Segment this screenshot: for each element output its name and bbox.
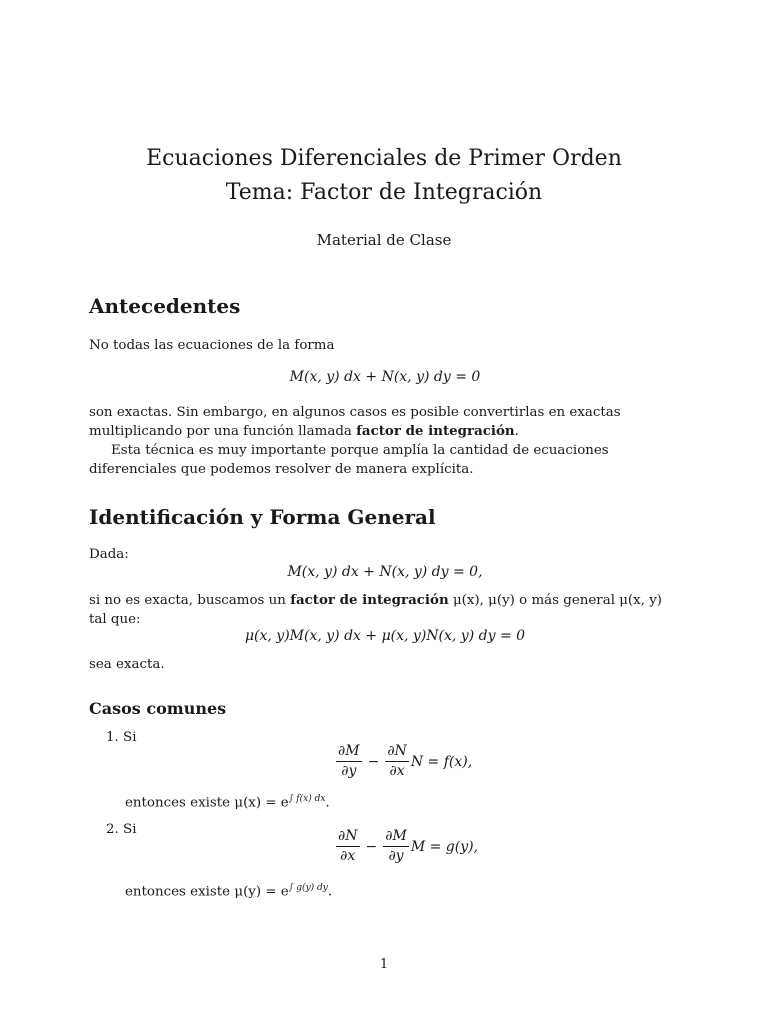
case-2-result-end: . xyxy=(327,884,333,900)
case-2-fraction-2 xyxy=(383,828,409,865)
document-title xyxy=(0,142,768,210)
section1-paragraph xyxy=(89,403,681,479)
case-1-equation xyxy=(334,740,472,780)
section1-intro: No todas las ecuaciones de la forma xyxy=(89,338,335,353)
section2-equation1: M(x, y) dx + N(x, y) dy = 0, xyxy=(287,564,483,580)
subsection-heading-casos: Casos comunes xyxy=(89,699,227,718)
case-1-label xyxy=(106,730,137,745)
case-2-frac2-den: ∂y xyxy=(388,848,404,864)
case-2-result-text: entonces existe μ(y) = e xyxy=(125,884,289,900)
section2-dada: Dada: xyxy=(89,547,129,562)
section-heading-identificacion: Identificación y Forma General xyxy=(89,505,436,529)
case-2-result xyxy=(125,879,685,901)
case-1-frac2-num: ∂N xyxy=(385,743,409,762)
case-1-fraction-2 xyxy=(385,743,409,780)
section2-bold-term: factor de integración xyxy=(290,592,449,608)
case-1-exponent: ∫ f(x) dx xyxy=(288,794,326,804)
section-heading-antecedentes: Antecedentes xyxy=(89,294,241,318)
case-1-rest: N = f(x), xyxy=(410,753,473,770)
case-1-frac1-den: ∂y xyxy=(341,763,357,779)
case-2-frac2-num: ∂M xyxy=(383,828,409,847)
case-2-rest: M = g(y), xyxy=(410,838,479,855)
document-subtitle: Material de Clase xyxy=(316,231,452,249)
case-2-exponent: ∫ g(y) dy xyxy=(288,883,328,893)
section1-paragraph-end: . xyxy=(514,424,519,439)
case-2-fraction-1 xyxy=(336,828,360,865)
case-2-frac1-num: ∂N xyxy=(336,828,360,847)
section1-paragraph-text: son exactas. Sin embargo, en algunos casos es posible convertirlas en exactas multiplicando por una función llamada xyxy=(89,405,621,439)
section2-paragraph-start: si no es exacta, buscamos un xyxy=(89,593,291,608)
title-line-2: Tema: Factor de Integración xyxy=(225,180,543,205)
case-2-minus: − xyxy=(365,838,378,855)
section1-bold-term: factor de integración xyxy=(356,423,515,439)
case-1-number: 1. xyxy=(106,730,119,745)
case-1-fraction-1 xyxy=(336,743,362,780)
case-2-si: Si xyxy=(123,822,137,837)
case-1-result xyxy=(125,790,685,812)
case-1-si: Si xyxy=(123,730,137,745)
case-1-frac1-num: ∂M xyxy=(336,743,362,762)
page-number: 1 xyxy=(379,957,389,972)
case-2-equation xyxy=(334,825,478,865)
title-line-1: Ecuaciones Diferenciales de Primer Orden xyxy=(146,146,622,171)
section1-paragraph-b: Esta técnica es muy importante porque amplía la cantidad de ecuaciones diferenciales que podemos resolver de manera explícita. xyxy=(89,443,609,477)
case-1-frac2-den: ∂x xyxy=(389,763,405,779)
case-1-minus: − xyxy=(367,753,380,770)
case-2-number: 2. xyxy=(106,822,119,837)
section1-equation: M(x, y) dx + N(x, y) dy = 0 xyxy=(289,369,481,385)
case-2-label xyxy=(106,822,137,837)
section2-paragraph-mid: μ(x), μ(y) o más general μ(x, y) tal que: xyxy=(89,593,663,627)
case-2-frac1-den: ∂x xyxy=(340,848,356,864)
section2-equation2: μ(x, y)M(x, y) dx + μ(x, y)N(x, y) dy = 0 xyxy=(244,628,526,644)
section2-paragraph xyxy=(89,591,681,629)
section2-paragraph-end: sea exacta. xyxy=(89,657,165,672)
case-1-result-end: . xyxy=(325,795,330,811)
case-1-result-text: entonces existe μ(x) = e xyxy=(125,795,289,811)
